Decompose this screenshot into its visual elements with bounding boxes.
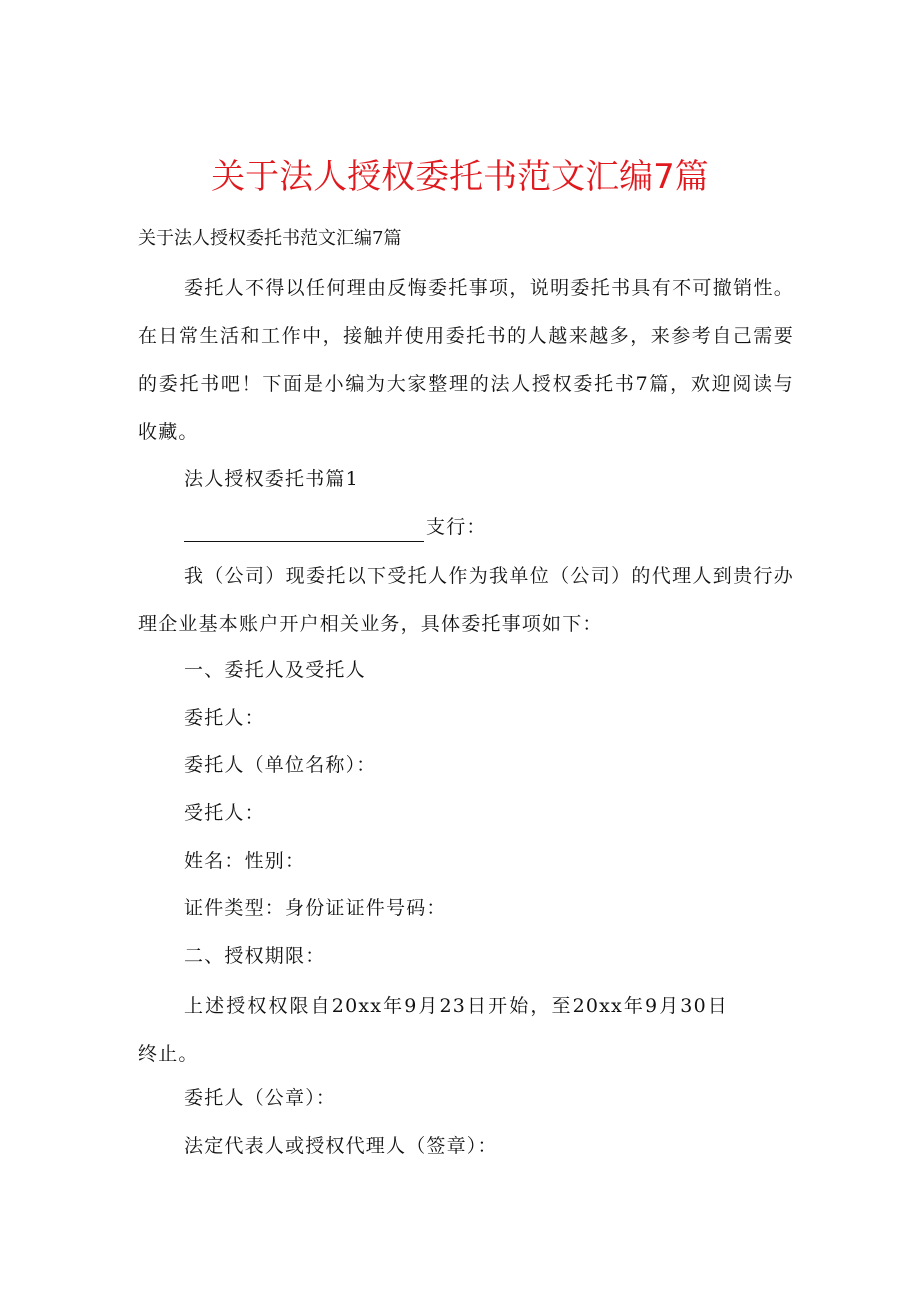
name-gender-label: 姓名：性别： bbox=[184, 850, 306, 872]
branch-suffix: 支行： bbox=[426, 516, 487, 538]
legal-rep-label: 法定代表人或授权代理人（签章）： bbox=[184, 1135, 498, 1157]
branch-line bbox=[184, 512, 487, 542]
id-info-label: 证件类型：身份证证件号码： bbox=[184, 897, 447, 919]
seal-label: 委托人（公章）： bbox=[184, 1087, 337, 1109]
fill-in-blank bbox=[184, 521, 424, 542]
period-paragraph: 上述授权权限自20xx年9月23日开始，至20xx年9月30日终止。 bbox=[138, 995, 728, 1065]
item-2-heading: 二、授权期限： bbox=[184, 945, 326, 967]
body-paragraph: 我（公司）现委托以下受托人作为我单位（公司）的代理人到贵行办理企业基本账户开户相关业务，具体委托事项如下： bbox=[138, 565, 794, 635]
agent-label: 受托人： bbox=[184, 802, 265, 824]
principal-unit-label: 委托人（单位名称）： bbox=[184, 754, 377, 776]
principal-label: 委托人： bbox=[184, 707, 265, 729]
intro-paragraph: 委托人不得以任何理由反悔委托事项，说明委托书具有不可撤销性。在日常生活和工作中，接触并使用委托书的人越来越多，来参考自己需要的委托书吧！下面是小编为大家整理的法人授权委托书7篇，欢迎阅读与收藏。 bbox=[138, 277, 794, 443]
section-heading: 法人授权委托书篇1 bbox=[184, 468, 359, 490]
item-1-heading: 一、委托人及受托人 bbox=[184, 659, 366, 681]
document-title: 关于法人授权委托书范文汇编7篇 bbox=[211, 157, 709, 197]
document-subtitle: 关于法人授权委托书范文汇编7篇 bbox=[138, 228, 402, 249]
